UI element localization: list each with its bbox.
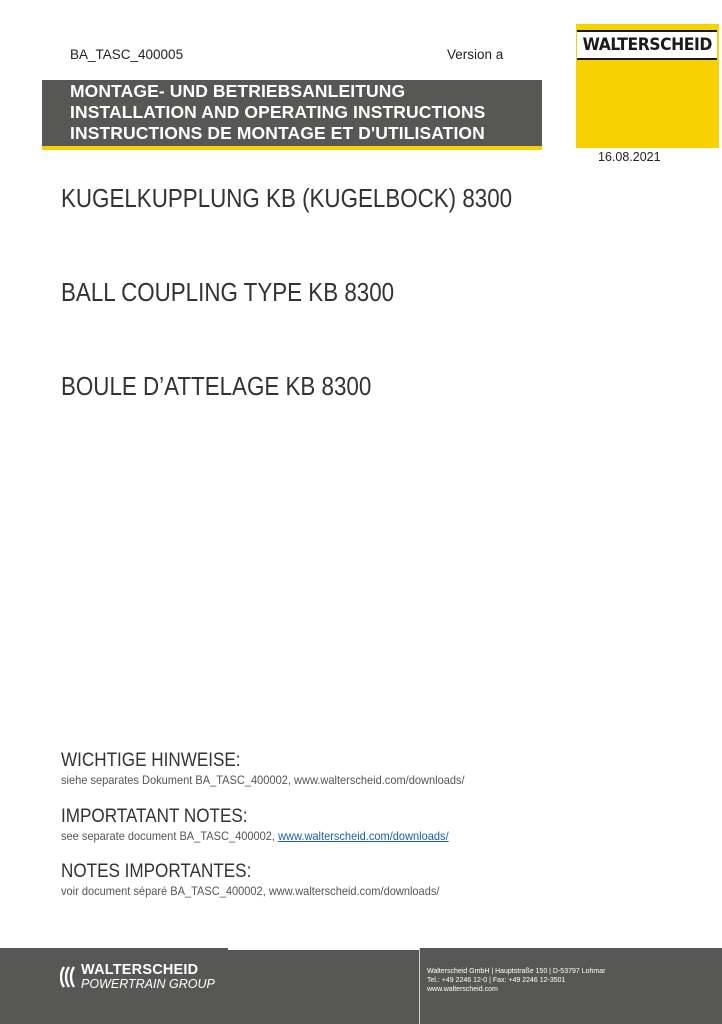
- note-text-de: siehe separates Dokument BA_TASC_400002, www.walterscheid.com/downloads/: [61, 773, 465, 787]
- note-text-en: see separate document BA_TASC_400002, www.walterscheid.com/downloads/: [61, 829, 449, 843]
- title-line-de: MONTAGE- UND BETRIEBSANLEITUNG: [70, 81, 406, 101]
- brand-logo: [577, 30, 717, 60]
- note-title-en: IMPORTATANT NOTES:: [61, 806, 248, 827]
- brand-logo-text: WALTERSCHEID: [582, 35, 712, 55]
- product-heading-en: BALL COUPLING TYPE KB 8300: [61, 277, 395, 307]
- document-version: Version a: [447, 47, 504, 62]
- footer-logo: [60, 963, 215, 991]
- footer-phone: Tel.: +49 2246 12-0 | Fax: +49 2246 12-3501: [427, 977, 566, 984]
- instruction-title-band: [42, 80, 542, 150]
- document-id: BA_TASC_400005: [70, 47, 184, 62]
- note-title-fr: NOTES IMPORTANTES:: [61, 861, 252, 882]
- downloads-link[interactable]: www.walterscheid.com/downloads/: [278, 829, 449, 843]
- note-title-de: WICHTIGE HINWEISE:: [61, 750, 241, 771]
- product-heading-fr: BOULE D’ATTELAGE KB 8300: [61, 371, 372, 401]
- document-date: 16.08.2021: [598, 150, 661, 164]
- title-line-fr: INSTRUCTIONS DE MONTAGE ET D'UTILISATION: [70, 123, 485, 143]
- brand-logo-block: [576, 0, 719, 148]
- product-heading-de: KUGELKUPPLUNG KB (KUGELBOCK) 8300: [61, 183, 513, 213]
- page-footer: [0, 948, 722, 1024]
- walterscheid-logo-icon: [60, 965, 76, 989]
- footer-web: www.walterscheid.com: [427, 986, 498, 993]
- footer-brand: WALTERSCHEID: [81, 962, 199, 978]
- title-line-en: INSTALLATION AND OPERATING INSTRUCTIONS: [70, 102, 486, 122]
- footer-contact: [427, 967, 605, 994]
- note-text-fr: voir document séparé BA_TASC_400002, www.walterscheid.com/downloads/: [61, 884, 440, 898]
- footer-address: Walterscheid GmbH | Hauptstraße 150 | D-53797 Lohmar: [427, 968, 606, 975]
- footer-subbrand: POWERTRAIN GROUP: [81, 977, 215, 991]
